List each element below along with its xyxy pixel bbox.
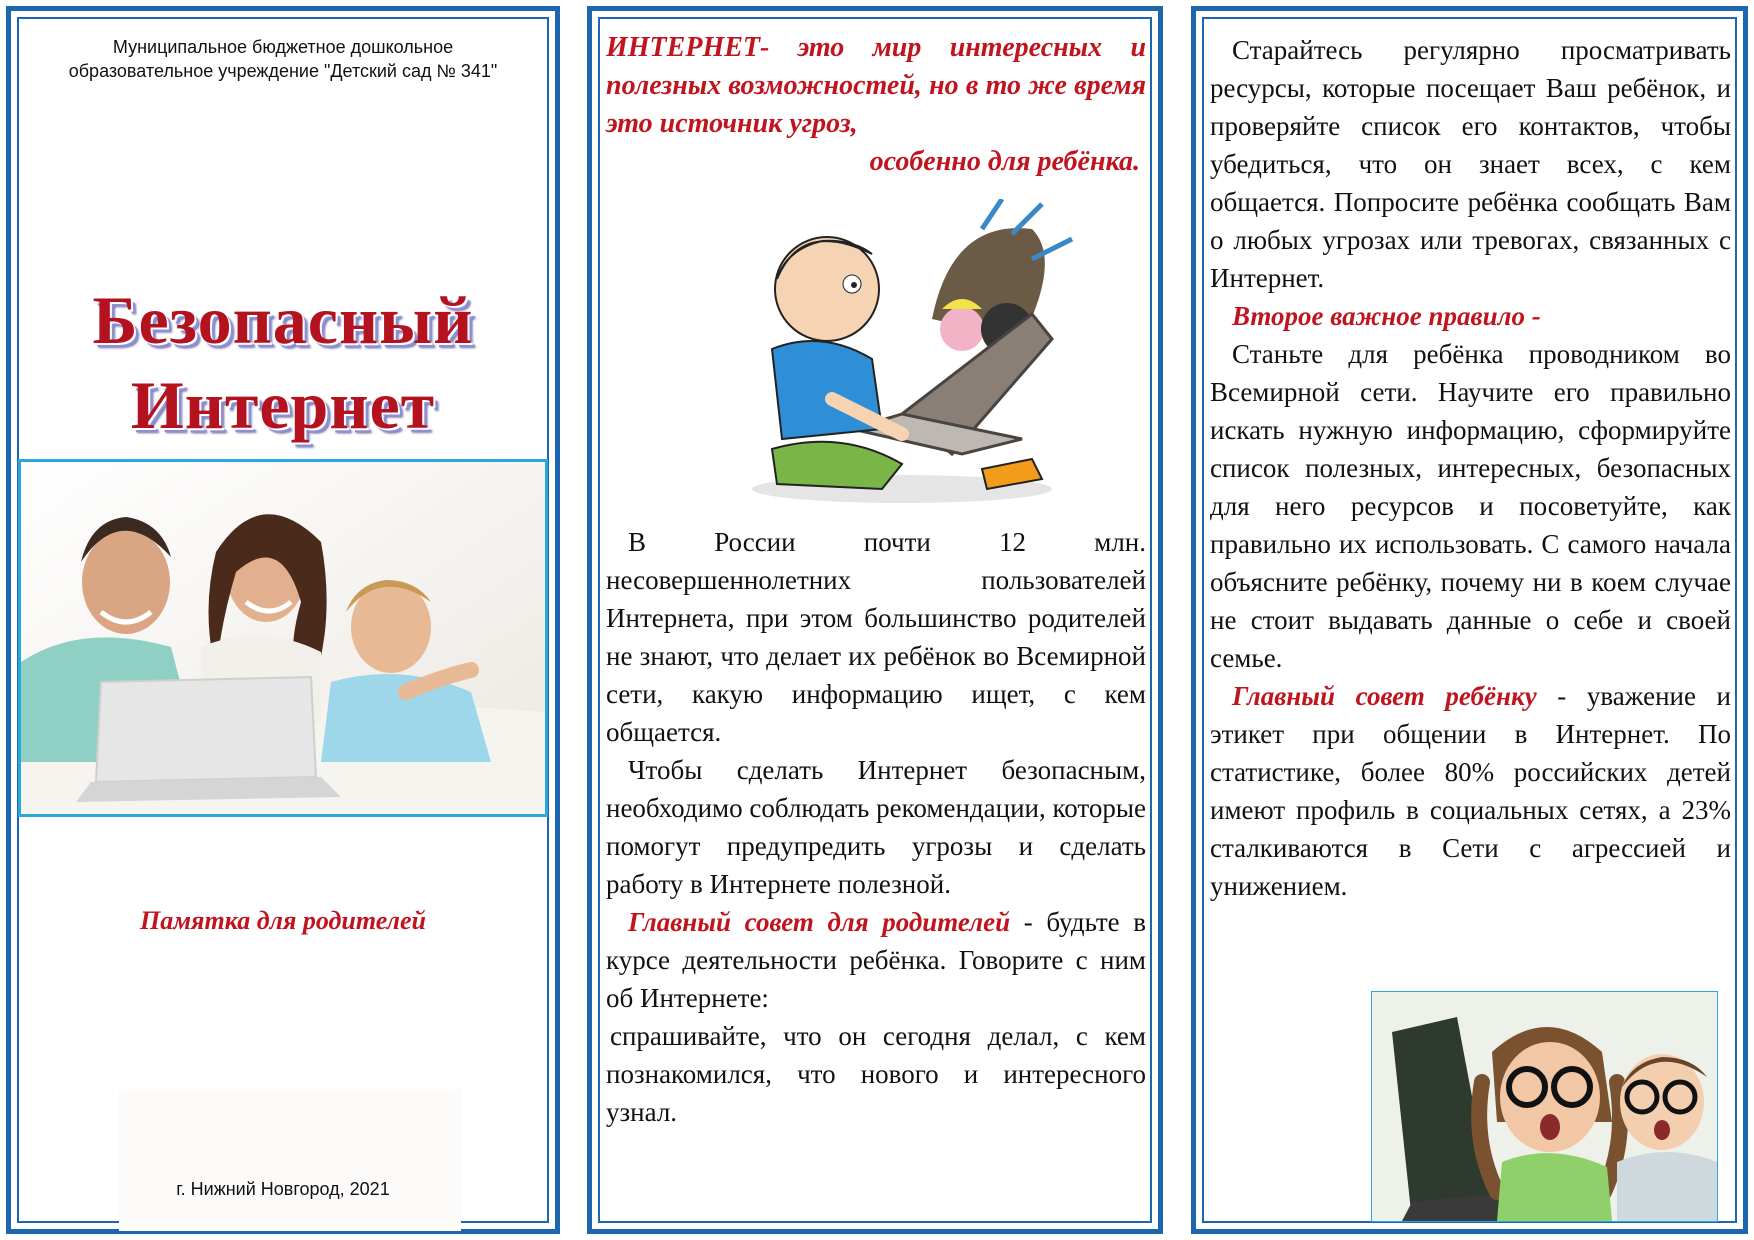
paragraph-monitor: Старайтесь регулярно просматривать ресурсы, которые посещает Ваш ребёнок, и проверяйте список его контактов, чтобы убедиться, что он знает всех, с кем общается. Попросите ребёнка сообщать Вам о любых угрозах или тревогах, связанных с Интернет.: [1210, 35, 1731, 293]
parent-advice-label: Главный совет для родителей: [628, 907, 1011, 937]
intro-line-4: особенно для ребёнка.: [869, 146, 1140, 177]
intro-heading: [606, 29, 1146, 181]
middle-body-text: [606, 523, 1146, 1131]
paragraph-child-advice: [1210, 677, 1731, 905]
kids-laptop-photo: [1371, 991, 1718, 1222]
child-advice-label: Главный совет ребёнку: [1232, 681, 1537, 711]
cover-panel: [6, 6, 560, 1234]
parent-advice-text: - будьте в курсе деятельности ребёнка. Говорите с ним об Интернете:: [606, 907, 1146, 1013]
right-body-text: [1210, 31, 1731, 905]
paragraph-ask: спрашивайте, что он сегодня делал, с кем познакомился, что нового и интересного узнал.: [606, 1021, 1146, 1127]
right-panel: [1191, 6, 1748, 1234]
memo-subtitle: Памятка для родителей: [140, 906, 426, 935]
boy-laptop-cartoon: [732, 199, 1102, 509]
organization-name: [11, 35, 555, 83]
city-year: г. Нижний Новгород, 2021: [176, 1179, 390, 1199]
org-line-2: образовательное учреждение "Детский сад № 341": [68, 61, 498, 81]
paragraph-parent-advice: [606, 903, 1146, 1017]
intro-line-3: же время это источник угроз,: [606, 70, 1146, 139]
rule2-label: Второе важное правило -: [1232, 301, 1541, 331]
footer-area: [119, 1089, 461, 1231]
paragraph-guide: Станьте для ребёнка проводником во Всемирной сети. Научите его правильно искать нужную информацию, сформируйте список полезных, интересных, безопасных для него ресурсов и посоветуйте, как правильно их использовать. С самого начала объясните ребёнку, почему ни в коем случае не стоит выдавать данные о себе и своей семье.: [1210, 339, 1731, 673]
family-laptop-photo: [18, 459, 548, 817]
title-line-2: Интернет: [130, 367, 436, 443]
paragraph-russia-stats: В России почти 12 млн. несовершеннолетних пользователей Интернета, при этом большинство родителей не знают, что делает их ребёнок во Всемирной сети, какую информацию ищет, с кем общается.: [606, 527, 1146, 747]
title-line-1: Безопасный: [92, 282, 474, 358]
paragraph-rule2-heading: [1210, 297, 1731, 335]
middle-panel: [587, 6, 1163, 1234]
paragraph-safety: Чтобы сделать Интернет безопасным, необходимо соблюдать рекомендации, которые помогут предупредить угрозы и сделать работу в Интернете полезной.: [606, 755, 1146, 899]
child-advice-text: - уважение и этикет при общении в Интернет. По статистике, более 80% российских детей имеют профиль в социальных сетях, а 23% сталкиваются в Сети с агрессией и унижением.: [1210, 681, 1732, 901]
intro-line-1: ИНТЕРНЕТ- это мир интересных: [606, 32, 1103, 63]
intro-line-2: и полезных возможностей, но в то: [606, 32, 1147, 101]
org-line-1: Муниципальное бюджетное дошкольное: [112, 37, 454, 57]
